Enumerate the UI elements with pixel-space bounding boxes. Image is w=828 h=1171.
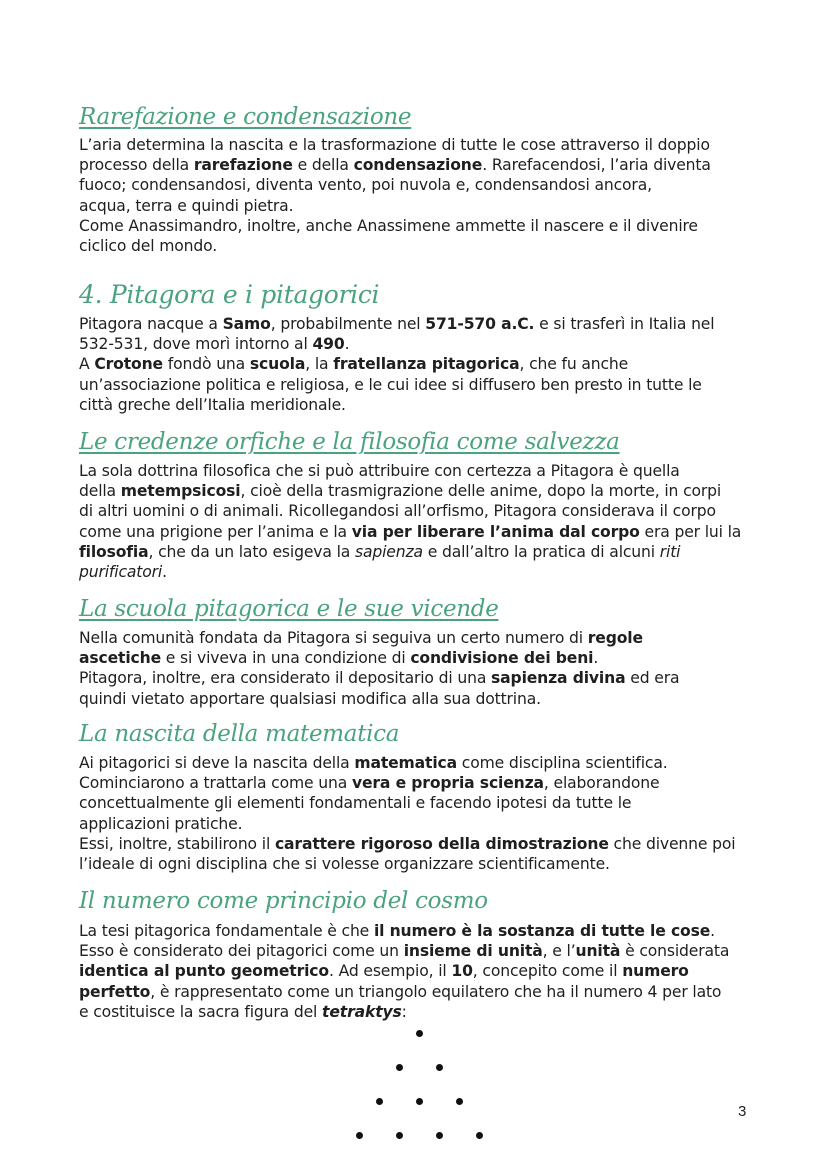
text-line: di altri uomini o di animali. Ricollegandosi all’orfismo, Pitagora considerava il corpo: [79, 502, 716, 521]
section-credenze: [79, 427, 759, 457]
text-line: Nella comunità fondata da Pitagora si seguiva un certo numero di regole: [79, 629, 643, 647]
section-numero: [79, 886, 759, 916]
tetraktys-point: [436, 1132, 443, 1139]
paragraph-matematica: [79, 753, 759, 874]
paragraph-rarefazione: [79, 135, 759, 256]
section-pitagora: [79, 280, 759, 310]
paragraph-scuola: [79, 628, 759, 709]
page-number: 3: [738, 1103, 747, 1120]
text-line: purificatori.: [79, 563, 167, 582]
text-line: ascetiche e si viveva in una condizione di condivisione dei beni.: [79, 649, 599, 668]
text-line: Essi, inoltre, stabilirono il carattere rigoroso della dimostrazione che divenne poi: [79, 834, 736, 853]
text-line: A Crotone fondò una scuola, la fratellanza pitagorica, che fu anche: [79, 355, 629, 374]
paragraph-numero: [79, 921, 759, 1022]
text-line: applicazioni pratiche.: [79, 814, 243, 833]
text-line: Cominciarono a trattarla come una vera e propria scienza, elaborandone: [79, 774, 660, 793]
text-line: quindi vietato apportare qualsiasi modifica alla sua dottrina.: [79, 689, 541, 708]
text-line: l’ideale di ogni disciplina che si volesse organizzare scientificamente.: [79, 855, 610, 874]
tetraktys-point: [356, 1132, 363, 1139]
text-line: concettualmente gli elementi fondamentali e facendo ipotesi da tutte le: [79, 794, 632, 813]
section-matematica: [79, 719, 759, 749]
tetraktys-point: [416, 1030, 423, 1037]
text-line: Ai pitagorici si deve la nascita della matematica come disciplina scientifica.: [79, 754, 668, 772]
paragraph-pitagora: [79, 314, 759, 415]
text-line: processo della rarefazione e della condensazione. Rarefacendosi, l’aria diventa: [79, 156, 711, 175]
tetraktys-point: [456, 1098, 463, 1105]
text-line: Pitagora nacque a Samo, probabilmente nel 571-570 a.C. e si trasferì in Italia nel: [79, 315, 715, 333]
heading-rarefazione: Rarefazione e condensazione: [79, 104, 412, 130]
text-line: città greche dell’Italia meridionale.: [79, 395, 346, 414]
tetraktys-point: [396, 1064, 403, 1071]
tetraktys-point: [436, 1064, 443, 1071]
text-line: ciclico del mondo.: [79, 237, 218, 256]
text-line: acqua, terra e quindi pietra.: [79, 196, 294, 215]
heading-numero: Il numero come principio del cosmo: [79, 888, 488, 914]
text-line: Esso è considerato dei pitagorici come un insieme di unità, e l’unità è considerata: [79, 942, 730, 961]
section-scuola: [79, 594, 759, 624]
text-line: e costituisce la sacra figura del tetraktys:: [79, 1002, 407, 1021]
text-line: identica al punto geometrico. Ad esempio, il 10, concepito come il numero: [79, 962, 689, 981]
text-line: perfetto, è rappresentato come un triangolo equilatero che ha il numero 4 per lato: [79, 982, 722, 1001]
text-line: 532-531, dove morì intorno al 490.: [79, 335, 350, 354]
text-line: Pitagora, inoltre, era considerato il depositario di una sapienza divina ed era: [79, 669, 680, 688]
tetraktys-point: [376, 1098, 383, 1105]
heading-pitagora: 4. Pitagora e i pitagorici: [79, 280, 380, 309]
tetraktys-point: [476, 1132, 483, 1139]
text-line: della metempsicosi, cioè della trasmigrazione delle anime, dopo la morte, in corpi: [79, 482, 722, 501]
heading-credenze: Le credenze orfiche e la filosofia come salvezza: [79, 429, 620, 455]
paragraph-credenze: [79, 461, 759, 582]
text-line: L’aria determina la nascita e la trasformazione di tutte le cose attraverso il doppio: [79, 136, 710, 154]
text-line: come una prigione per l’anima e la via per liberare l’anima dal corpo era per lui la: [79, 522, 742, 541]
tetraktys-point: [396, 1132, 403, 1139]
text-line: Come Anassimandro, inoltre, anche Anassimene ammette il nascere e il divenire: [79, 216, 698, 235]
section-rarefazione: [79, 102, 759, 132]
text-line: filosofia, che da un lato esigeva la sapienza e dall’altro la pratica di alcuni riti: [79, 542, 681, 561]
heading-matematica: La nascita della matematica: [79, 721, 400, 747]
heading-scuola: La scuola pitagorica e le sue vicende: [79, 596, 499, 622]
text-line: La tesi pitagorica fondamentale è che il numero è la sostanza di tutte le cose.: [79, 922, 715, 940]
text-line: fuoco; condensandosi, diventa vento, poi nuvola e, condensandosi ancora,: [79, 176, 652, 195]
text-line: un’associazione politica e religiosa, e le cui idee si diffusero ben presto in tutte le: [79, 375, 702, 394]
text-line: La sola dottrina filosofica che si può attribuire con certezza a Pitagora è quella: [79, 462, 680, 480]
tetraktys-point: [416, 1098, 423, 1105]
